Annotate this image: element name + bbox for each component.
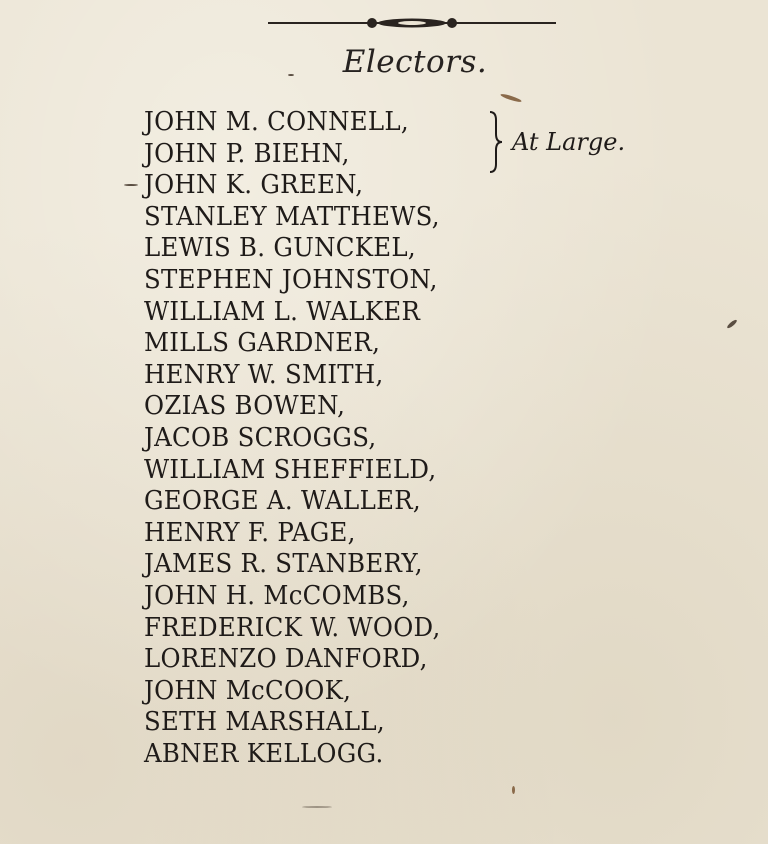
list-item: STANLEY MATTHEWS, xyxy=(144,201,440,232)
list-item: LEWIS B. GUNCKEL, xyxy=(144,233,416,264)
list-item: WILLIAM L. WALKER xyxy=(144,296,421,327)
ink-speck xyxy=(512,786,515,794)
list-item: GEORGE A. WALLER, xyxy=(144,486,421,517)
ornamental-rule xyxy=(262,10,562,36)
list-item: JACOB SCROGGS, xyxy=(144,422,377,453)
list-item: HENRY W. SMITH, xyxy=(144,359,384,390)
list-item: JOHN H. McCOMBS, xyxy=(144,580,410,611)
ink-speck xyxy=(124,184,138,186)
list-item: WILLIAM SHEFFIELD, xyxy=(144,454,437,485)
list-item: ABNER KELLOGG. xyxy=(144,738,384,769)
list-item: FREDERICK W. WOOD, xyxy=(144,612,441,643)
list-item: JAMES R. STANBERY, xyxy=(144,549,423,580)
ink-speck xyxy=(288,74,294,76)
list-item: JOHN K. GREEN, xyxy=(144,170,364,201)
at-large-label: At Large. xyxy=(512,128,626,156)
list-item: SETH MARSHALL, xyxy=(144,707,385,738)
list-item: JOHN M. CONNELL, xyxy=(144,107,409,137)
ink-speck xyxy=(302,806,332,808)
list-item: MILLS GARDNER, xyxy=(144,328,381,359)
page-title: Electors. xyxy=(342,44,488,80)
list-item: JOHN P. BIEHN, xyxy=(144,138,350,169)
list-item: STEPHEN JOHNSTON, xyxy=(144,264,438,295)
list-item: LORENZO DANFORD, xyxy=(144,644,428,675)
electors-list xyxy=(144,107,460,770)
list-item: OZIAS BOWEN, xyxy=(144,391,346,422)
list-item: JOHN McCOOK, xyxy=(144,675,352,706)
curly-brace-icon xyxy=(486,110,506,174)
list-item: HENRY F. PAGE, xyxy=(144,517,356,548)
